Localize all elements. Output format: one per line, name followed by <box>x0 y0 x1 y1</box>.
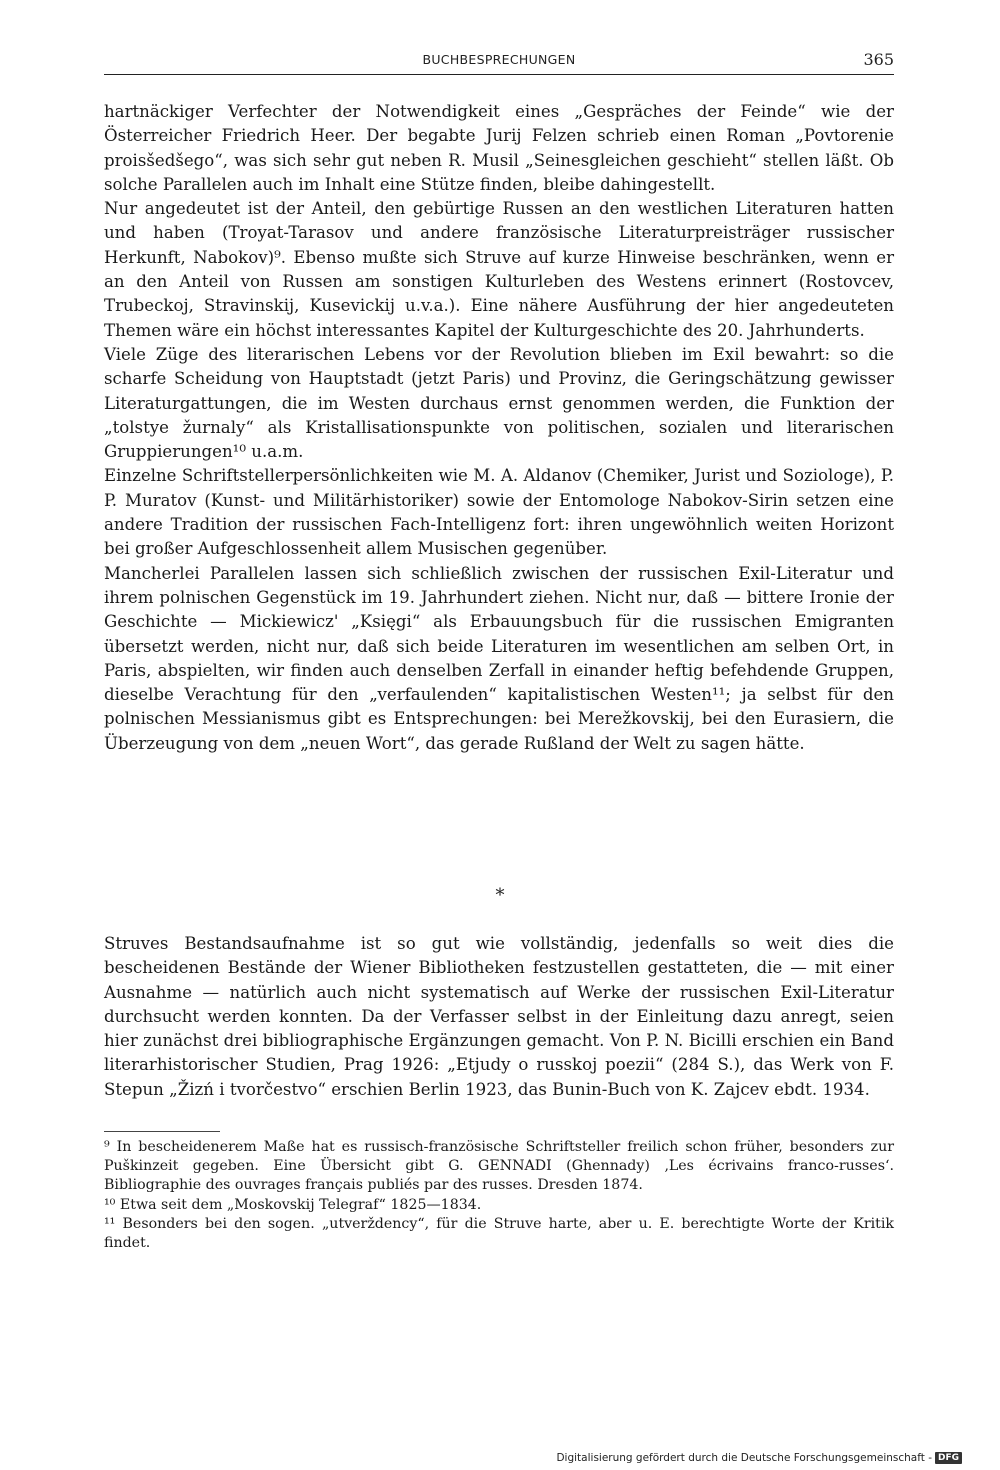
footnote-10: ¹⁰ Etwa seit dem „Moskovskij Telegraf“ 1825—1834. <box>104 1196 482 1213</box>
paragraph: Nur angedeutet ist der Anteil, den gebürtige Russen an den westlichen Literaturen hatten und haben (Troyat-Tarasov und andere französische Literaturpreisträger russischer Herkunft, Nabokov)⁹. Ebenso mußte sich Struve auf kurze Hinweise beschränken, wenn er an den Anteil von Russen am sonstigen Kulturleben des Westens erinnert (Rostovcev, Trubeckoj, Stravinskij, Kusevickij u.v.a.). Eine nähere Ausführung der hier angedeuteten Themen wäre ein höchst interessantes Kapitel der Kulturgeschichte des 20. Jahrhunderts. <box>104 199 894 340</box>
paragraph: hartnäckiger Verfechter der Notwendigkeit eines „Gespräches der Feinde“ wie der Österreicher Friedrich Heer. Der begabte Jurij Felzen schrieb einen Roman „Povtorenie proisšedšego“, was sich sehr gut neben R. Musil „Seinesgleichen geschieht“ stellen läßt. Ob solche Parallelen auch im Inhalt eine Stütze finden, bleibe dahingestellt. <box>104 102 894 194</box>
footnotes <box>104 1138 894 1253</box>
page-number: 365 <box>863 50 894 69</box>
running-head <box>104 50 894 75</box>
second-section-text <box>104 932 894 1102</box>
paragraph: Struves Bestandsaufnahme ist so gut wie vollständig, jedenfalls so weit dies die bescheidenen Bestände der Wiener Bibliotheken festzustellen gestatteten, die — mit einer Ausnahme — natürlich auch nicht systematisch auf Werke der russischen Exil-Literatur durchsucht werden konnten. Da der Verfasser selbst in der Einleitung dazu anregt, seien hier zunächst drei bibliographische Ergänzungen gemacht. Von P. N. Bicilli erschien ein Band literarhistorischer Studien, Prag 1926: „Etjudy o russkoj poezii“ (284 S.), das Werk von F. Stepun „Žizń i tvorčestvo“ erschien Berlin 1923, das Bunin-Buch von K. Zajcev ebdt. 1934. <box>104 934 894 1099</box>
footnote-9: ⁹ In bescheidenerem Maße hat es russisch-französische Schriftsteller freilich schon früher, besonders zur Puškinzeit gegeben. Eine Übersicht gibt G. GENNADI (Ghennady) ‚Les écrivains franco-russes‘. Bibliographie des ouvrages français publiés par des russes. Dresden 1874. <box>104 1139 894 1194</box>
digitization-credit <box>556 1452 962 1464</box>
footnote-rule <box>104 1131 220 1132</box>
paragraph: Mancherlei Parallelen lassen sich schließlich zwischen der russischen Exil-Literatur und ihrem polnischen Gegenstück im 19. Jahrhundert ziehen. Nicht nur, daß — bittere Ironie der Geschichte — Mickiewicz' „Księgi“ als Erbauungsbuch für die russischen Emigranten übersetzt werden, nicht nur, daß sich beide Literaturen im wesentlichen am selben Ort, in Paris, abspielten, wir finden auch denselben Zerfall in einander heftig befehdende Gruppen, dieselbe Verachtung für den „verfaulenden“ kapitalistischen Westen¹¹; ja selbst für den polnischen Messianismus gibt es Entsprechungen: bei Merežkovskij, bei den Eurasiern, die Überzeugung von dem „neuen Wort“, das gerade Rußland der Welt zu sagen hätte. <box>104 563 894 753</box>
paragraph: Viele Züge des literarischen Lebens vor der Revolution blieben im Exil bewahrt: so die scharfe Scheidung von Hauptstadt (jetzt Paris) und Provinz, die Geringschätzung gewisser Literaturgattungen, die im Westen durchaus ernst genommen werden, die Funktion der „tolstye žurnaly“ als Kristallisationspunkte von politischen, sozialen und literarischen Gruppierungen¹⁰ u.a.m. <box>104 344 894 462</box>
running-title: BUCHBESPRECHUNGEN <box>422 52 576 67</box>
credit-text: Digitalisierung gefördert durch die Deutsche Forschungsgemeinschaft - <box>556 1452 932 1464</box>
paragraph: Einzelne Schriftstellerpersönlichkeiten wie M. A. Aldanov (Chemiker, Jurist und Soziologe), P. P. Muratov (Kunst- und Militärhistoriker) sowie der Entomologe Nabokov-Sirin setzen eine andere Tradition der russischen Fach-Intelligenz fort: ihren ungewöhnlich weiten Horizont bei großer Aufgeschlossenheit allem Musischen gegenüber. <box>104 466 894 559</box>
dfg-logo-icon: DFG <box>935 1452 962 1464</box>
main-text <box>104 100 894 756</box>
section-divider-asterisk: * <box>495 885 505 906</box>
footnote-11: ¹¹ Besonders bei den sogen. „utverždency“, für die Struve harte, aber u. E. berechtigte Worte der Kritik findet. <box>104 1215 894 1252</box>
